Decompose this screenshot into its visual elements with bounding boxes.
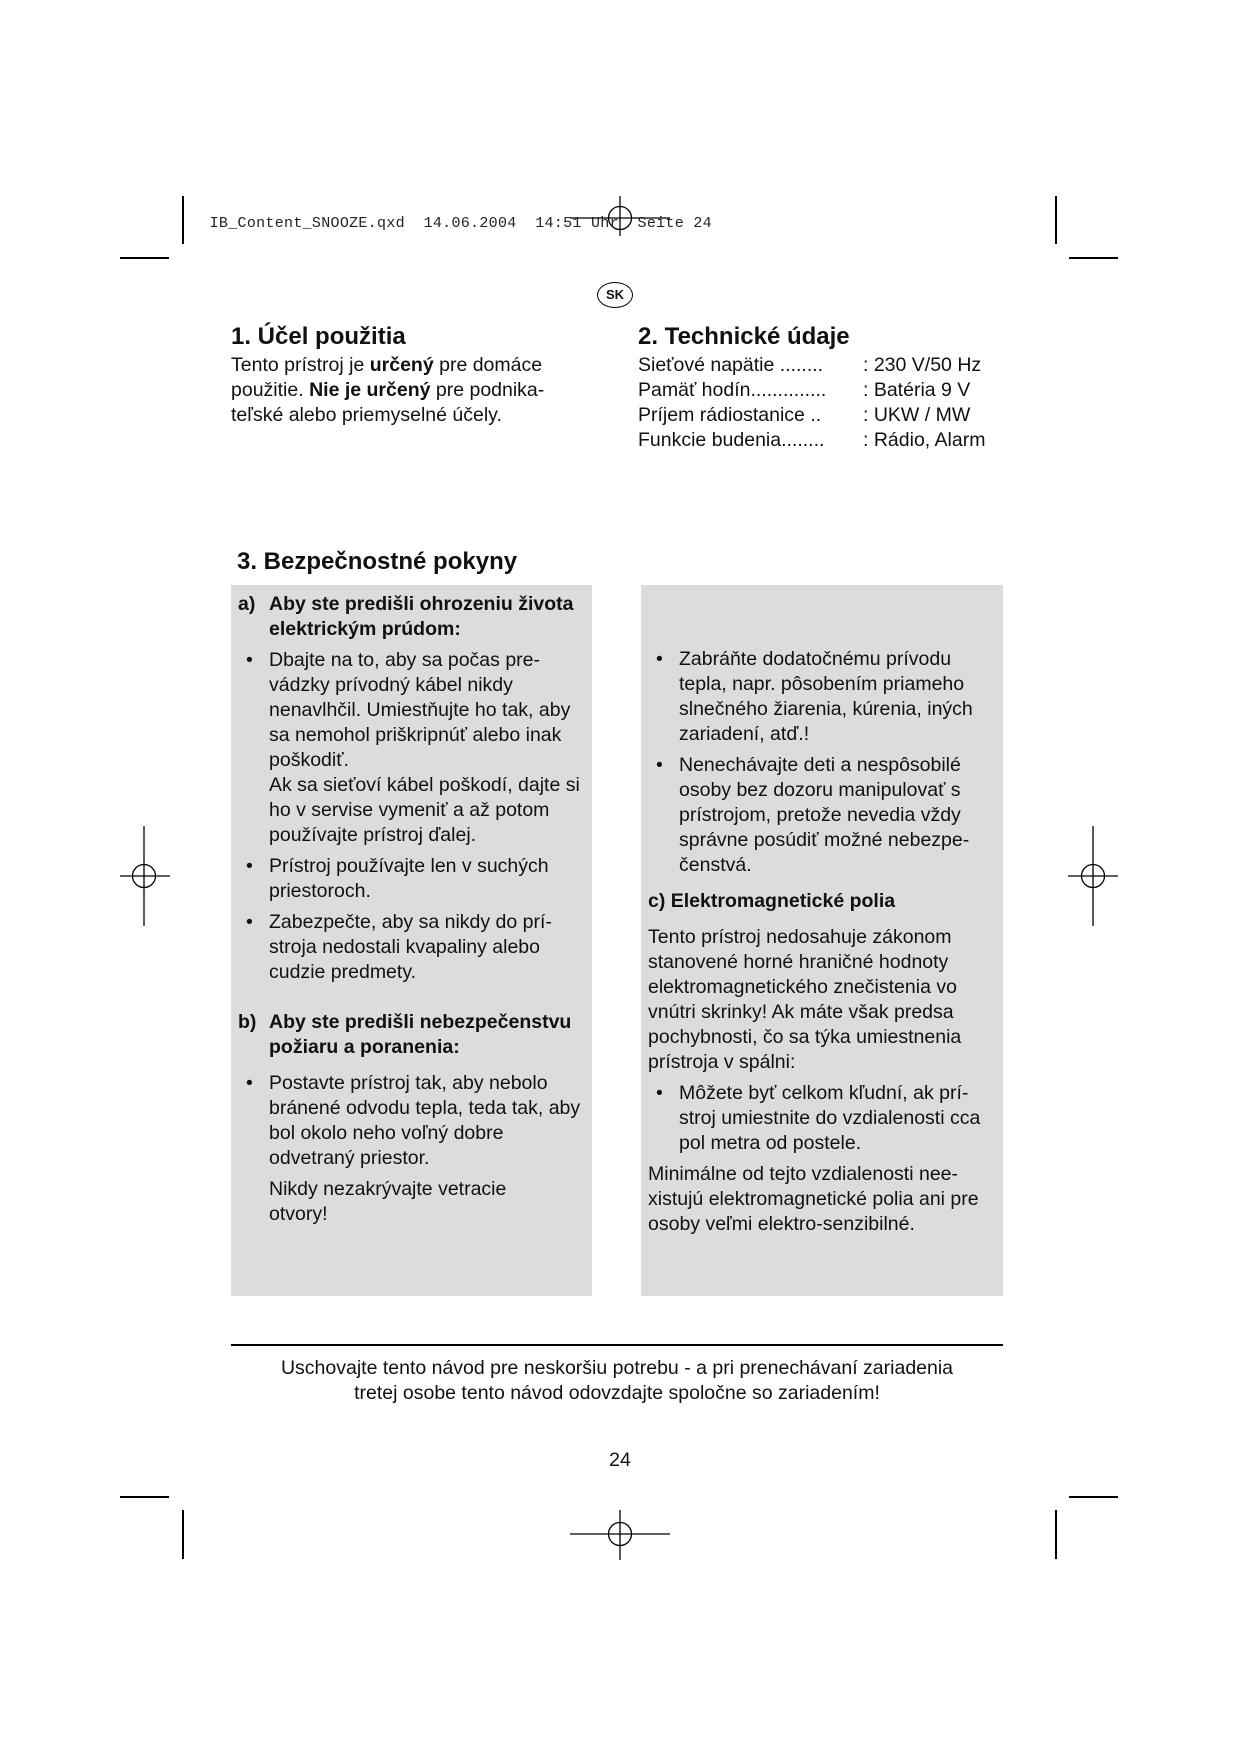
tech-value: : 230 V/50 Hz [863, 354, 982, 376]
tech-value: : UKW / MW [863, 404, 971, 426]
safety-left-content [238, 592, 588, 1227]
list-item: • Prístroj používajte len v suchých priestoroch. [238, 854, 588, 904]
slug-page: Seite 24 [637, 215, 712, 232]
bullet-text: Dbajte na to, aby sa počas pre-vádzky prívodný kábel nikdy nenavlhčil. Umiestňujte ho tak, aby sa nemohol priškripnúť alebo inak poškodiť. [269, 649, 571, 771]
section3-title: 3. Bezpečnostné pokyny [237, 548, 518, 575]
footer-line-1: Uschovajte tento návod pre neskoršiu potrebu - a pri prenechávaní zariadenia [280, 1357, 954, 1379]
list-item [238, 648, 588, 848]
subsection-b-heading [238, 1010, 588, 1060]
bold-run: určený [369, 354, 434, 376]
subsection-c-heading: c) Elektromagnetické polia [648, 890, 896, 912]
safety-box-left [231, 585, 592, 1296]
safety-box-right [641, 585, 1003, 1296]
list-item: • Zabráňte dodatočnému prívodu tepla, napr. pôsobením priameho slnečného žiarenia, kúrenia, iných zariadení, atď.! [648, 647, 998, 747]
safety-right-content [648, 647, 998, 1237]
text-run: pre podnika- [430, 379, 545, 401]
section1-text [231, 353, 591, 428]
section2-title: 2. Technické údaje [638, 323, 850, 350]
registration-mark-left-icon [120, 826, 170, 926]
language-badge: SK [597, 282, 633, 308]
tech-label: Príjem rádiostanice .. [638, 404, 822, 426]
subsection-heading-text: Aby ste predišli nebezpečenstvu požiaru a poranenia: [269, 1011, 572, 1058]
section-technical-data [638, 323, 1038, 453]
tech-value: : Batéria 9 V [863, 379, 971, 401]
slug-date: 14.06.2004 [423, 215, 517, 232]
text-run: použitie. [231, 379, 310, 401]
subsection-a-heading [238, 592, 588, 642]
subsection-c-closing: Minimálne od tejto vzdialenosti nee-xistujú elektromagnetické polia ani pre osoby veľmi elektro-senzibilné. [648, 1163, 979, 1235]
bullet-text-extra: Ak sa sieťoví kábel poškodí, dajte si ho v servise vymeniť a až potom používajte prístroj ďalej. [269, 774, 580, 846]
list-item: • Môžete byť celkom kľudní, ak prí-stroj umiestnite do vzdialenosti cca pol metra od postele. [648, 1081, 998, 1156]
registration-mark-right-icon [1068, 826, 1118, 926]
tech-label: Sieťové napätie ........ [638, 354, 824, 376]
list-item: • Zabezpečte, aby sa nikdy do prí-stroja nedostali kvapaliny alebo cudzie predmety. [238, 910, 588, 985]
footer-rule [231, 1344, 1003, 1346]
text-run: Tento prístroj je [231, 354, 370, 376]
bold-run: Nie je určený [309, 379, 431, 401]
tech-value: : Rádio, Alarm [863, 429, 986, 451]
warning-note: Nikdy nezakrývajte vetracie otvory! [269, 1178, 507, 1225]
subsection-c-paragraph: Tento prístroj nedosahuje zákonom stanovené horné hraničné hodnoty elektromagnetického znečistenia vo vnútri skrinky! Ak máte však predsa pochybnosti, čo sa týka umiestnenia prístroja v spálni: [648, 926, 962, 1073]
subsection-label: b) [238, 1011, 257, 1033]
registration-mark-bottom-icon [565, 1510, 675, 1560]
subsection-heading-text: Aby ste predišli ohrozeniu života elektrickým prúdom: [269, 593, 574, 640]
tech-label: Funkcie budenia........ [638, 429, 825, 451]
tech-table [638, 353, 1038, 453]
tech-label: Pamäť hodín.............. [638, 379, 827, 401]
page-number: 24 [609, 1449, 631, 1471]
footer-note [231, 1356, 1003, 1406]
text-run: teľské alebo priemyselné účely. [231, 404, 502, 426]
print-slug [191, 198, 712, 232]
section-purpose [231, 323, 591, 428]
list-item: • Nenechávajte deti a nespôsobilé osoby bez dozoru manipulovať s prístrojom, pretože nevedia vždy správne posúdiť možné nebezpe-čenstvá. [648, 753, 998, 878]
slug-time: 14:51 Uhr [535, 215, 619, 232]
slug-file: IB_Content_SNOOZE.qxd [209, 215, 405, 232]
list-item: • Postavte prístroj tak, aby nebolo bránené odvodu tepla, teda tak, aby bol okolo neho voľný dobre odvetraný priestor. [238, 1071, 588, 1171]
text-run: pre domáce [433, 354, 543, 376]
footer-line-2: tretej osobe tento návod odovzdajte spoločne so zariadením! [354, 1382, 880, 1404]
section1-title: 1. Účel použitia [231, 323, 406, 350]
subsection-label: a) [238, 593, 256, 615]
